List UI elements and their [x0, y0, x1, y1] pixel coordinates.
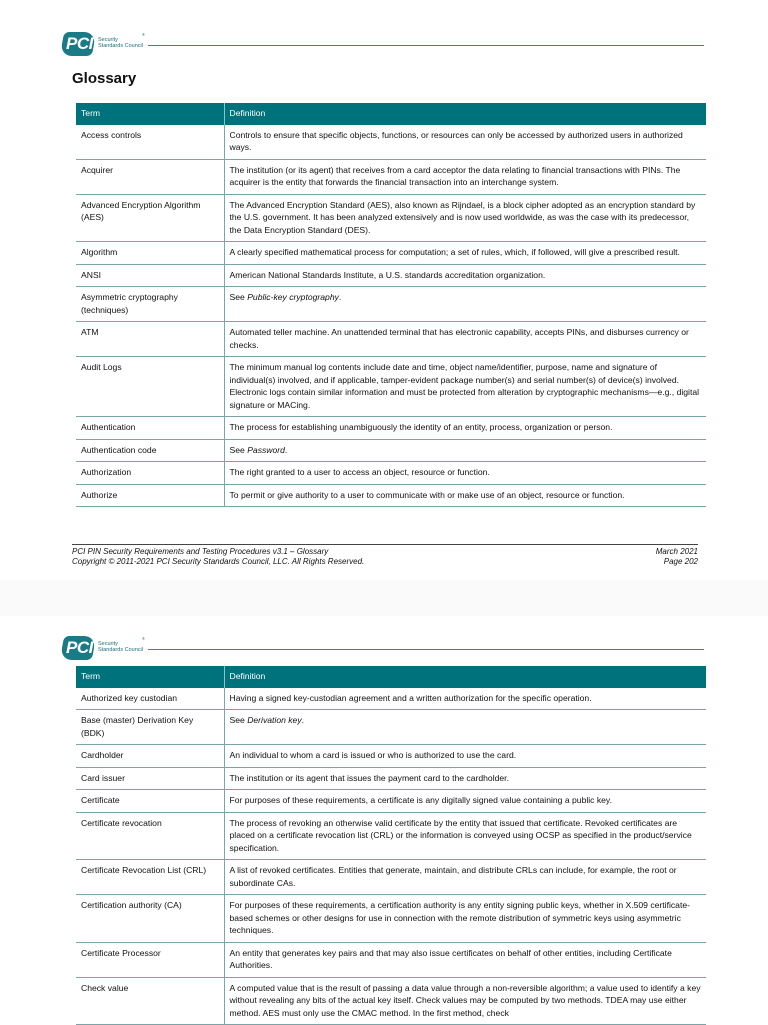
glossary-term: Audit Logs	[76, 357, 224, 417]
glossary-term: Asymmetric cryptography (techniques)	[76, 287, 224, 322]
table-row	[76, 242, 706, 265]
glossary-table	[76, 103, 706, 507]
table-row	[76, 159, 706, 194]
footer-document-title: PCI PIN Security Requirements and Testing Procedures v3.1 – Glossary	[72, 547, 329, 556]
column-header-term: Term	[76, 666, 224, 688]
glossary-term: Algorithm	[76, 242, 224, 265]
definition-suffix: .	[284, 444, 288, 455]
glossary-term: Certification authority (CA)	[76, 895, 224, 943]
table-row	[76, 462, 706, 485]
glossary-term: Access controls	[76, 125, 224, 160]
glossary-definition: Controls to ensure that specific objects, functions, or resources can only be accessed by authorized users in authorized ways.	[224, 125, 706, 160]
pci-logo	[62, 28, 148, 62]
glossary-term: Authorize	[76, 484, 224, 507]
logo-subtitle	[98, 641, 143, 653]
glossary-term: Card issuer	[76, 767, 224, 790]
footer-date: March 2021	[655, 547, 698, 556]
table-row	[76, 812, 706, 860]
footer-page-number: Page 202	[663, 557, 698, 566]
page-header	[62, 28, 704, 62]
glossary-definition	[224, 710, 706, 745]
glossary-table-body	[76, 125, 706, 507]
logo-subtitle-line1: Security	[98, 37, 118, 43]
glossary-definition: An individual to whom a card is issued or who is authorized to use the card.	[224, 745, 706, 768]
glossary-term: Certificate revocation	[76, 812, 224, 860]
header-divider	[148, 45, 704, 46]
table-row	[76, 194, 706, 242]
table-row	[76, 264, 706, 287]
glossary-definition: The Advanced Encryption Standard (AES), also known as Rijndael, is a block cipher adopted as an encryption standard by the U.S. government. It has been analyzed extensively and is now used worldwide, as was the case with its predecessor, the Data Encryption Standard (DES).	[224, 194, 706, 242]
header-divider	[148, 649, 704, 650]
glossary-definition: Automated teller machine. An unattended terminal that has electronic capability, accepts PINs, and disburses currency or checks.	[224, 322, 706, 357]
column-header-definition: Definition	[224, 103, 706, 125]
footer-copyright: Copyright © 2011-2021 PCI Security Standards Council, LLC. All Rights Reserved.	[72, 557, 365, 566]
glossary-definition: The process of revoking an otherwise valid certificate by the entity that issued that certificate. Revoked certificates are placed on a certificate revocation list (CRL) or the information is conveyed using OCSP as specified in the product/service specification.	[224, 812, 706, 860]
glossary-term: Base (master) Derivation Key (BDK)	[76, 710, 224, 745]
table-row	[76, 357, 706, 417]
logo-subtitle-line2: Standards Council	[98, 43, 143, 49]
table-row	[76, 287, 706, 322]
table-row	[76, 895, 706, 943]
cross-reference: Derivation key	[247, 715, 302, 725]
table-row	[76, 322, 706, 357]
glossary-definition: A clearly specified mathematical process for computation; a set of rules, which, if followed, will give a prescribed result.	[224, 242, 706, 265]
glossary-term: Authentication code	[76, 439, 224, 462]
table-row	[76, 710, 706, 745]
table-row	[76, 688, 706, 710]
registered-mark: ®	[142, 636, 145, 641]
glossary-definition: The process for establishing unambiguously the identity of an entity, process, organization or person.	[224, 417, 706, 440]
page-header	[62, 632, 704, 666]
glossary-term: ANSI	[76, 264, 224, 287]
glossary-term: Certificate Processor	[76, 942, 224, 977]
glossary-term: Authentication	[76, 417, 224, 440]
glossary-table-body	[76, 688, 706, 1025]
glossary-term: Advanced Encryption Algorithm (AES)	[76, 194, 224, 242]
table-header-row	[76, 666, 706, 688]
glossary-term: Certificate	[76, 790, 224, 813]
glossary-definition	[224, 287, 706, 322]
page-footer	[72, 544, 698, 567]
definition-prefix: See	[229, 715, 248, 725]
table-row	[76, 439, 706, 462]
glossary-term: Check value	[76, 977, 224, 1025]
table-row	[76, 417, 706, 440]
table-row	[76, 745, 706, 768]
glossary-definition: An entity that generates key pairs and that may also issue certificates on behalf of other entities, including Certificate Authorities.	[224, 942, 706, 977]
logo-mark-text: PCI	[66, 638, 93, 657]
glossary-term: Acquirer	[76, 159, 224, 194]
glossary-definition: The institution or its agent that issues the payment card to the cardholder.	[224, 767, 706, 790]
column-header-term: Term	[76, 103, 224, 125]
table-row	[76, 942, 706, 977]
definition-suffix: .	[338, 292, 342, 302]
table-row	[76, 977, 706, 1025]
glossary-term: Certificate Revocation List (CRL)	[76, 860, 224, 895]
table-row	[76, 484, 706, 507]
logo-mark-text: PCI	[66, 34, 93, 53]
footer-left	[72, 547, 364, 567]
glossary-definition: For purposes of these requirements, a certification authority is any entity signing public keys, whether in X.509 certificate-based schemes or other designs for use in connection with the remote distribution of symmetric keys using asymmetric techniques.	[224, 895, 706, 943]
definition-prefix: See	[229, 444, 248, 455]
glossary-definition	[224, 439, 706, 462]
table-row	[76, 767, 706, 790]
document-page-2	[0, 616, 768, 1024]
column-header-definition: Definition	[224, 666, 706, 688]
glossary-definition: A list of revoked certificates. Entities that generate, maintain, and distribute CRLs can include, for example, the root or subordinate CAs.	[224, 860, 706, 895]
glossary-term: Authorization	[76, 462, 224, 485]
logo-subtitle-line1: Security	[98, 641, 118, 647]
glossary-definition: American National Standards Institute, a U.S. standards accreditation organization.	[224, 264, 706, 287]
glossary-definition: The right granted to a user to access an object, resource or function.	[224, 462, 706, 485]
footer-right	[656, 547, 698, 567]
glossary-definition: To permit or give authority to a user to communicate with or make use of an object, resource or function.	[224, 484, 706, 507]
glossary-definition: The institution (or its agent) that receives from a card acceptor the data relating to financial transactions with PINs. The acquirer is the entity that forwards the financial transaction into an interchange system.	[224, 159, 706, 194]
table-row	[76, 790, 706, 813]
glossary-term: Cardholder	[76, 745, 224, 768]
cross-reference: Password	[247, 444, 285, 455]
pci-logo	[62, 632, 148, 666]
cross-reference: Public-key cryptography	[247, 292, 339, 302]
logo-subtitle	[98, 37, 143, 49]
table-row	[76, 860, 706, 895]
glossary-definition: For purposes of these requirements, a certificate is any digitally signed value containing a public key.	[224, 790, 706, 813]
glossary-definition: The minimum manual log contents include date and time, object name/identifier, purpose, name and signature of individual(s) involved, and if applicable, tamper-evident package number(s) and serial number(s) of device(s) involved. Electronic logs contain similar information and must be protected from alteration by cryptographic mechanisms—e.g., digital signature or MACing.	[224, 357, 706, 417]
registered-mark: ®	[142, 32, 145, 37]
glossary-term: Authorized key custodian	[76, 688, 224, 710]
glossary-definition: A computed value that is the result of passing a data value through a non-reversible algorithm; a value used to identify a key without revealing any bits of the actual key itself. Check values may be computed by two methods. TDEA may use either method. AES must only use the CMAC method. In the first method, check	[224, 977, 706, 1025]
page-title: Glossary	[72, 70, 137, 87]
definition-suffix: .	[301, 715, 305, 725]
page-gap	[0, 580, 768, 616]
definition-prefix: See	[229, 292, 248, 302]
glossary-table	[76, 666, 706, 1025]
table-row	[76, 125, 706, 160]
glossary-definition: Having a signed key-custodian agreement and a written authorization for the specific operation.	[224, 688, 706, 710]
glossary-term: ATM	[76, 322, 224, 357]
table-header-row	[76, 103, 706, 125]
logo-subtitle-line2: Standards Council	[98, 647, 143, 653]
